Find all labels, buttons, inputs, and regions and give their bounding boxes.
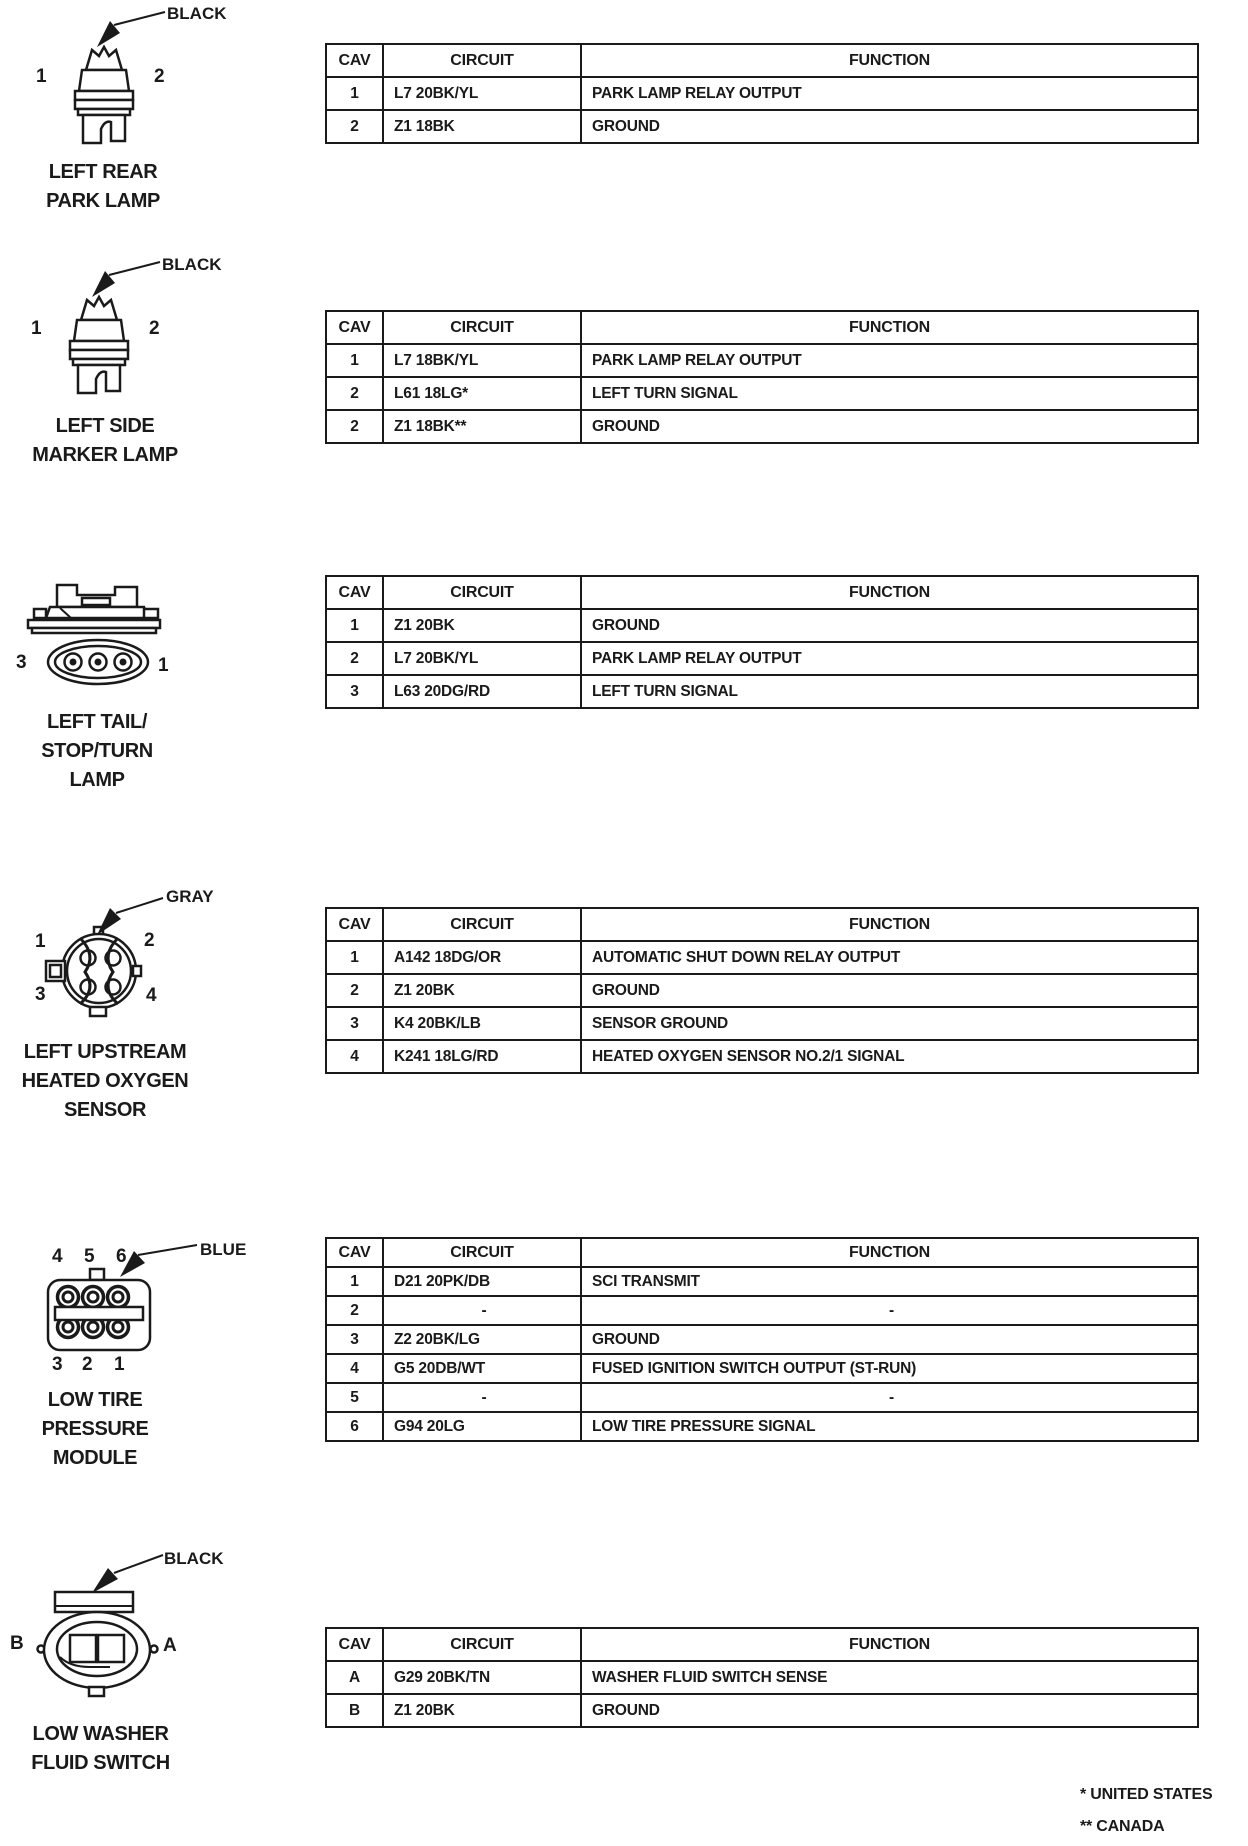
cell-function: FUSED IGNITION SWITCH OUTPUT (ST-RUN) bbox=[581, 1354, 1198, 1383]
connector-diagram-left-rear-park-lamp bbox=[50, 3, 170, 151]
pin-label-4: 4 bbox=[52, 1246, 63, 1267]
cell-function: GROUND bbox=[581, 110, 1198, 143]
cell-function: SENSOR GROUND bbox=[581, 1007, 1198, 1040]
table-row bbox=[326, 410, 1198, 443]
cell-circuit: Z1 20BK bbox=[383, 609, 581, 642]
cell-function: - bbox=[581, 1296, 1198, 1325]
pin-label-b: B bbox=[10, 1633, 24, 1654]
connector-title-left-tail-stop-turn-lamp: LEFT TAIL/ STOP/TURN LAMP bbox=[41, 711, 153, 791]
cell-circuit: Z1 20BK bbox=[383, 1694, 581, 1727]
col-header-cav: CAV bbox=[326, 311, 383, 344]
table-row bbox=[326, 609, 1198, 642]
cell-function: PARK LAMP RELAY OUTPUT bbox=[581, 77, 1198, 110]
connector-color-label: BLUE bbox=[200, 1240, 247, 1259]
table-header-row bbox=[326, 908, 1198, 941]
pinout-table-left-tail-stop-turn-lamp bbox=[325, 575, 1199, 709]
cell-circuit: L7 18BK/YL bbox=[383, 344, 581, 377]
cell-cav: 2 bbox=[326, 110, 383, 143]
pin-label-5: 5 bbox=[84, 1246, 95, 1267]
cell-cav: 2 bbox=[326, 974, 383, 1007]
table-header-row bbox=[326, 311, 1198, 344]
table-header-row bbox=[326, 1628, 1198, 1661]
pin-label-2: 2 bbox=[82, 1354, 93, 1375]
cell-function: PARK LAMP RELAY OUTPUT bbox=[581, 344, 1198, 377]
connector-title-left-side-marker-lamp: LEFT SIDE MARKER LAMP bbox=[32, 415, 178, 466]
cell-circuit: K4 20BK/LB bbox=[383, 1007, 581, 1040]
pin-label-1: 1 bbox=[31, 318, 42, 339]
cell-cav: 6 bbox=[326, 1412, 383, 1441]
cell-cav: 4 bbox=[326, 1040, 383, 1073]
col-header-circuit: CIRCUIT bbox=[383, 908, 581, 941]
cell-function: GROUND bbox=[581, 410, 1198, 443]
table-row bbox=[326, 110, 1198, 143]
pinout-table-left-side-marker-lamp bbox=[325, 310, 1199, 444]
cell-cav: 1 bbox=[326, 1267, 383, 1296]
table-row bbox=[326, 377, 1198, 410]
cell-circuit: L7 20BK/YL bbox=[383, 77, 581, 110]
connector-diagram-left-tail-stop-turn-lamp bbox=[20, 580, 170, 688]
cell-circuit: L63 20DG/RD bbox=[383, 675, 581, 708]
pin-label-4: 4 bbox=[146, 985, 157, 1006]
col-header-function: FUNCTION bbox=[581, 44, 1198, 77]
cell-cav: 1 bbox=[326, 77, 383, 110]
cell-circuit: D21 20PK/DB bbox=[383, 1267, 581, 1296]
col-header-function: FUNCTION bbox=[581, 311, 1198, 344]
cell-cav: 2 bbox=[326, 410, 383, 443]
col-header-function: FUNCTION bbox=[581, 1628, 1198, 1661]
cell-circuit: L7 20BK/YL bbox=[383, 642, 581, 675]
cell-function: LEFT TURN SIGNAL bbox=[581, 675, 1198, 708]
cell-circuit: - bbox=[383, 1296, 581, 1325]
cell-circuit: Z1 18BK** bbox=[383, 410, 581, 443]
pointer-line bbox=[114, 1555, 163, 1573]
connector-title-left-upstream-heated-oxygen-sensor: LEFT UPSTREAM HEATED OXYGEN SENSOR bbox=[21, 1041, 189, 1121]
connector-color-label: GRAY bbox=[166, 887, 214, 906]
cell-circuit: Z2 20BK/LG bbox=[383, 1325, 581, 1354]
pin-label-1: 1 bbox=[35, 931, 46, 952]
table-row bbox=[326, 1007, 1198, 1040]
connector-title-low-tire-pressure-module: LOW TIRE PRESSURE MODULE bbox=[41, 1389, 149, 1469]
col-header-cav: CAV bbox=[326, 1238, 383, 1267]
pinout-table-left-rear-park-lamp bbox=[325, 43, 1199, 144]
table-row bbox=[326, 941, 1198, 974]
col-header-function: FUNCTION bbox=[581, 1238, 1198, 1267]
cell-cav: 3 bbox=[326, 675, 383, 708]
table-row bbox=[326, 1267, 1198, 1296]
pin-label-1: 1 bbox=[114, 1354, 125, 1375]
pin-label-a: A bbox=[163, 1635, 177, 1656]
cell-circuit: Z1 20BK bbox=[383, 974, 581, 1007]
col-header-cav: CAV bbox=[326, 44, 383, 77]
col-header-circuit: CIRCUIT bbox=[383, 1238, 581, 1267]
pointer-line bbox=[114, 12, 165, 25]
cell-cav: 2 bbox=[326, 377, 383, 410]
cell-cav: 1 bbox=[326, 941, 383, 974]
pin-label-3: 3 bbox=[52, 1354, 63, 1375]
cell-circuit: G5 20DB/WT bbox=[383, 1354, 581, 1383]
footnote-canada: ** CANADA bbox=[1080, 1818, 1165, 1835]
pointer-line bbox=[138, 1245, 197, 1255]
table-header-row bbox=[326, 1238, 1198, 1267]
cell-function: - bbox=[581, 1383, 1198, 1412]
cell-cav: 5 bbox=[326, 1383, 383, 1412]
table-header-row bbox=[326, 576, 1198, 609]
table-row bbox=[326, 1040, 1198, 1073]
footnote-united-states: * UNITED STATES bbox=[1080, 1786, 1213, 1803]
cell-circuit: G29 20BK/TN bbox=[383, 1661, 581, 1694]
pin-label-1: 1 bbox=[158, 655, 169, 676]
pin-label-2: 2 bbox=[144, 930, 155, 951]
cell-circuit: - bbox=[383, 1383, 581, 1412]
table-row bbox=[326, 1296, 1198, 1325]
connector-color-label: BLACK bbox=[167, 4, 227, 23]
cell-function: GROUND bbox=[581, 1694, 1198, 1727]
table-row bbox=[326, 1354, 1198, 1383]
connector-color-label: BLACK bbox=[164, 1549, 224, 1568]
col-header-cav: CAV bbox=[326, 908, 383, 941]
table-row bbox=[326, 1661, 1198, 1694]
cell-function: LOW TIRE PRESSURE SIGNAL bbox=[581, 1412, 1198, 1441]
cell-function: PARK LAMP RELAY OUTPUT bbox=[581, 642, 1198, 675]
col-header-function: FUNCTION bbox=[581, 908, 1198, 941]
pinout-table-left-upstream-heated-oxygen-sensor bbox=[325, 907, 1199, 1074]
pin-label-1: 1 bbox=[36, 66, 47, 87]
pin-label-3: 3 bbox=[16, 652, 27, 673]
table-row bbox=[326, 1383, 1198, 1412]
cell-function: AUTOMATIC SHUT DOWN RELAY OUTPUT bbox=[581, 941, 1198, 974]
connector-diagram-left-upstream-heated-oxygen-sensor bbox=[30, 885, 180, 1025]
cell-cav: 1 bbox=[326, 609, 383, 642]
pin-label-3: 3 bbox=[35, 984, 46, 1005]
pinout-table-low-washer-fluid-switch bbox=[325, 1627, 1199, 1728]
cell-cav: 2 bbox=[326, 1296, 383, 1325]
table-row bbox=[326, 1694, 1198, 1727]
col-header-circuit: CIRCUIT bbox=[383, 311, 581, 344]
cell-function: GROUND bbox=[581, 974, 1198, 1007]
table-row bbox=[326, 642, 1198, 675]
pointer-line bbox=[109, 262, 160, 275]
cell-circuit: L61 18LG* bbox=[383, 377, 581, 410]
pinout-table-low-tire-pressure-module bbox=[325, 1237, 1199, 1442]
col-header-circuit: CIRCUIT bbox=[383, 576, 581, 609]
cell-circuit: G94 20LG bbox=[383, 1412, 581, 1441]
cell-cav: 1 bbox=[326, 344, 383, 377]
cell-cav: 2 bbox=[326, 642, 383, 675]
cell-function: SCI TRANSMIT bbox=[581, 1267, 1198, 1296]
connector-title-low-washer-fluid-switch: LOW WASHER FLUID SWITCH bbox=[31, 1723, 170, 1774]
cell-function: LEFT TURN SIGNAL bbox=[581, 377, 1198, 410]
table-row bbox=[326, 1412, 1198, 1441]
col-header-cav: CAV bbox=[326, 1628, 383, 1661]
cell-function: HEATED OXYGEN SENSOR NO.2/1 SIGNAL bbox=[581, 1040, 1198, 1073]
cell-cav: B bbox=[326, 1694, 383, 1727]
table-row bbox=[326, 1325, 1198, 1354]
table-row bbox=[326, 344, 1198, 377]
cell-function: GROUND bbox=[581, 609, 1198, 642]
pointer-line bbox=[116, 898, 163, 913]
cell-cav: 3 bbox=[326, 1325, 383, 1354]
cell-cav: A bbox=[326, 1661, 383, 1694]
cell-function: GROUND bbox=[581, 1325, 1198, 1354]
pin-label-2: 2 bbox=[154, 66, 165, 87]
table-row bbox=[326, 675, 1198, 708]
col-header-circuit: CIRCUIT bbox=[383, 44, 581, 77]
pin-label-2: 2 bbox=[149, 318, 160, 339]
cell-circuit: A142 18DG/OR bbox=[383, 941, 581, 974]
connector-color-label: BLACK bbox=[162, 255, 222, 274]
col-header-function: FUNCTION bbox=[581, 576, 1198, 609]
cell-circuit: Z1 18BK bbox=[383, 110, 581, 143]
cell-cav: 4 bbox=[326, 1354, 383, 1383]
pin-label-6: 6 bbox=[116, 1246, 127, 1267]
cell-cav: 3 bbox=[326, 1007, 383, 1040]
connector-title-left-rear-park-lamp: LEFT REAR PARK LAMP bbox=[46, 161, 160, 212]
table-row bbox=[326, 77, 1198, 110]
table-header-row bbox=[326, 44, 1198, 77]
col-header-cav: CAV bbox=[326, 576, 383, 609]
connector-diagram-left-side-marker-lamp bbox=[45, 253, 165, 401]
cell-function: WASHER FLUID SWITCH SENSE bbox=[581, 1661, 1198, 1694]
cell-circuit: K241 18LG/RD bbox=[383, 1040, 581, 1073]
pointer-arrow bbox=[92, 1568, 118, 1593]
col-header-circuit: CIRCUIT bbox=[383, 1628, 581, 1661]
table-row bbox=[326, 974, 1198, 1007]
